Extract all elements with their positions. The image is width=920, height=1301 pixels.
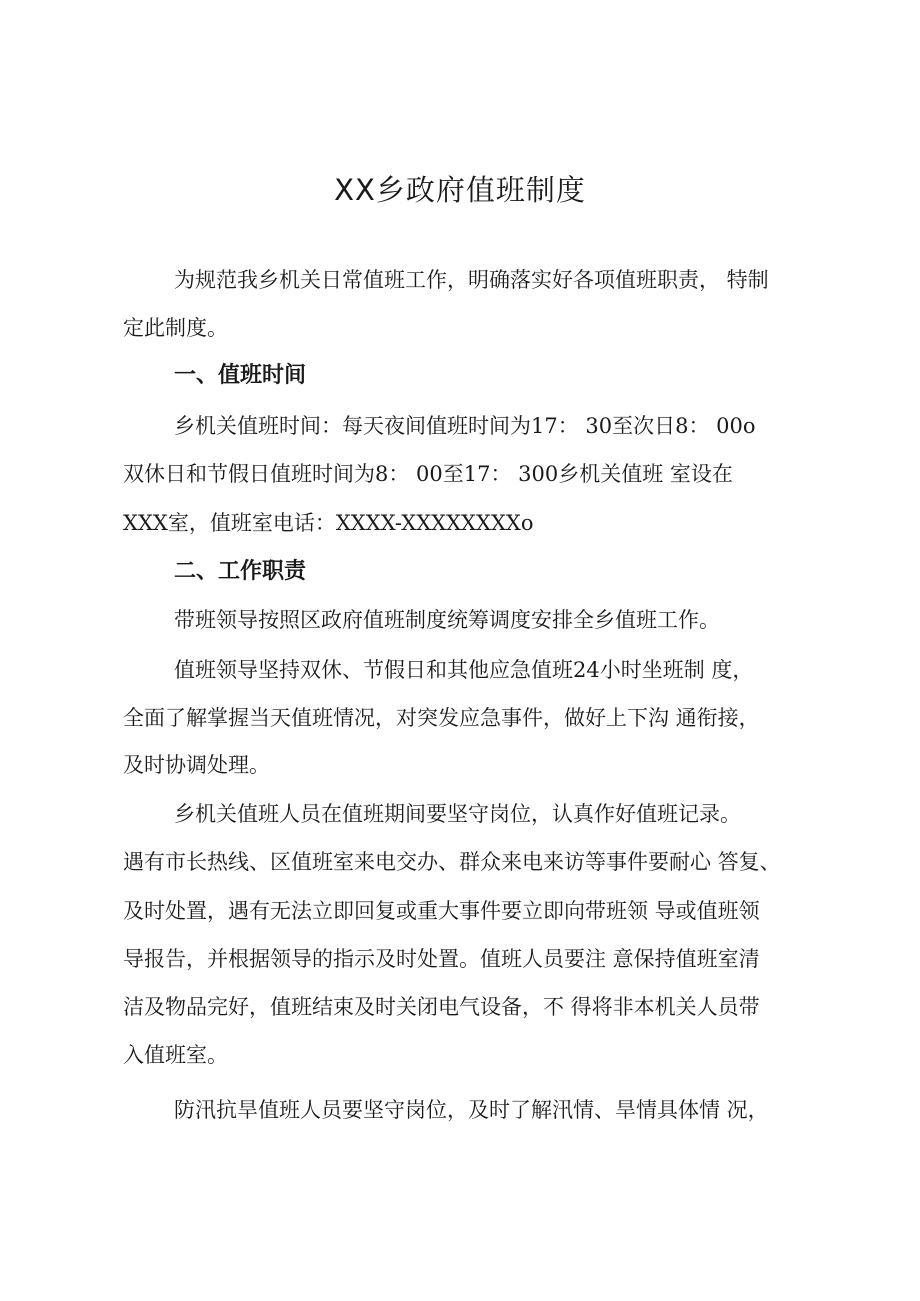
section-1-heading: 一、值班时间 (174, 363, 307, 388)
section-2-para-3-line-3: 及时处置，遇有无法立即回复或重大事件要立即向带班领 导或值班领 (123, 899, 760, 923)
section-2-heading: 二、工作职责 (174, 559, 307, 584)
intro-line-1: 为规范我乡机关日常值班工作，明确落实好各项值班职责， 特制 (174, 268, 769, 292)
intro-line-2: 定此制度。 (123, 316, 228, 340)
section-2-para-1: 带班领导按照区政府值班制度统筹调度安排全乡值班工作。 (174, 608, 720, 632)
section-1-line-2: 双休日和节假日值班时间为8： 00至17： 300乡机关值班 室设在 (123, 462, 733, 486)
section-2-para-2-line-1: 值班领导坚持双休、节假日和其他应急值班24小时坐班制 度， (174, 658, 754, 682)
section-2-para-4-line-1: 防汛抗旱值班人员要坚守岗位，及时了解汛情、旱情具体情 况， (174, 1098, 769, 1122)
section-1-line-1: 乡机关值班时间：每天夜间值班时间为17： 30至次日8： 00o (174, 414, 756, 438)
section-2-para-3-line-2: 遇有市长热线、区值班室来电交办、群众来电来访等事件要耐心 答复、 (123, 850, 781, 874)
document-title: XX乡政府值班制度 (334, 173, 586, 207)
section-2-para-3-line-4: 导报告，并根据领导的指示及时处置。值班人员要注 意保持值班室清 (123, 947, 760, 971)
section-2-para-3-line-5: 洁及物品完好，值班结束及时关闭电气设备，不 得将非本机关人员带 (123, 995, 760, 1019)
section-2-para-2-line-3: 及时协调处理。 (123, 753, 270, 777)
section-2-para-3-line-1: 乡机关值班人员在值班期间要坚守岗位，认真作好值班记录。 (174, 802, 741, 826)
section-2-para-2-line-2: 全面了解掌握当天值班情况，对突发应急事件，做好上下沟 通衔接， (123, 706, 760, 730)
section-2-para-3-line-6: 入值班室。 (123, 1043, 228, 1067)
section-1-line-3: XXX室，值班室电话：XXXX-XXXXXXXXo (123, 511, 534, 535)
